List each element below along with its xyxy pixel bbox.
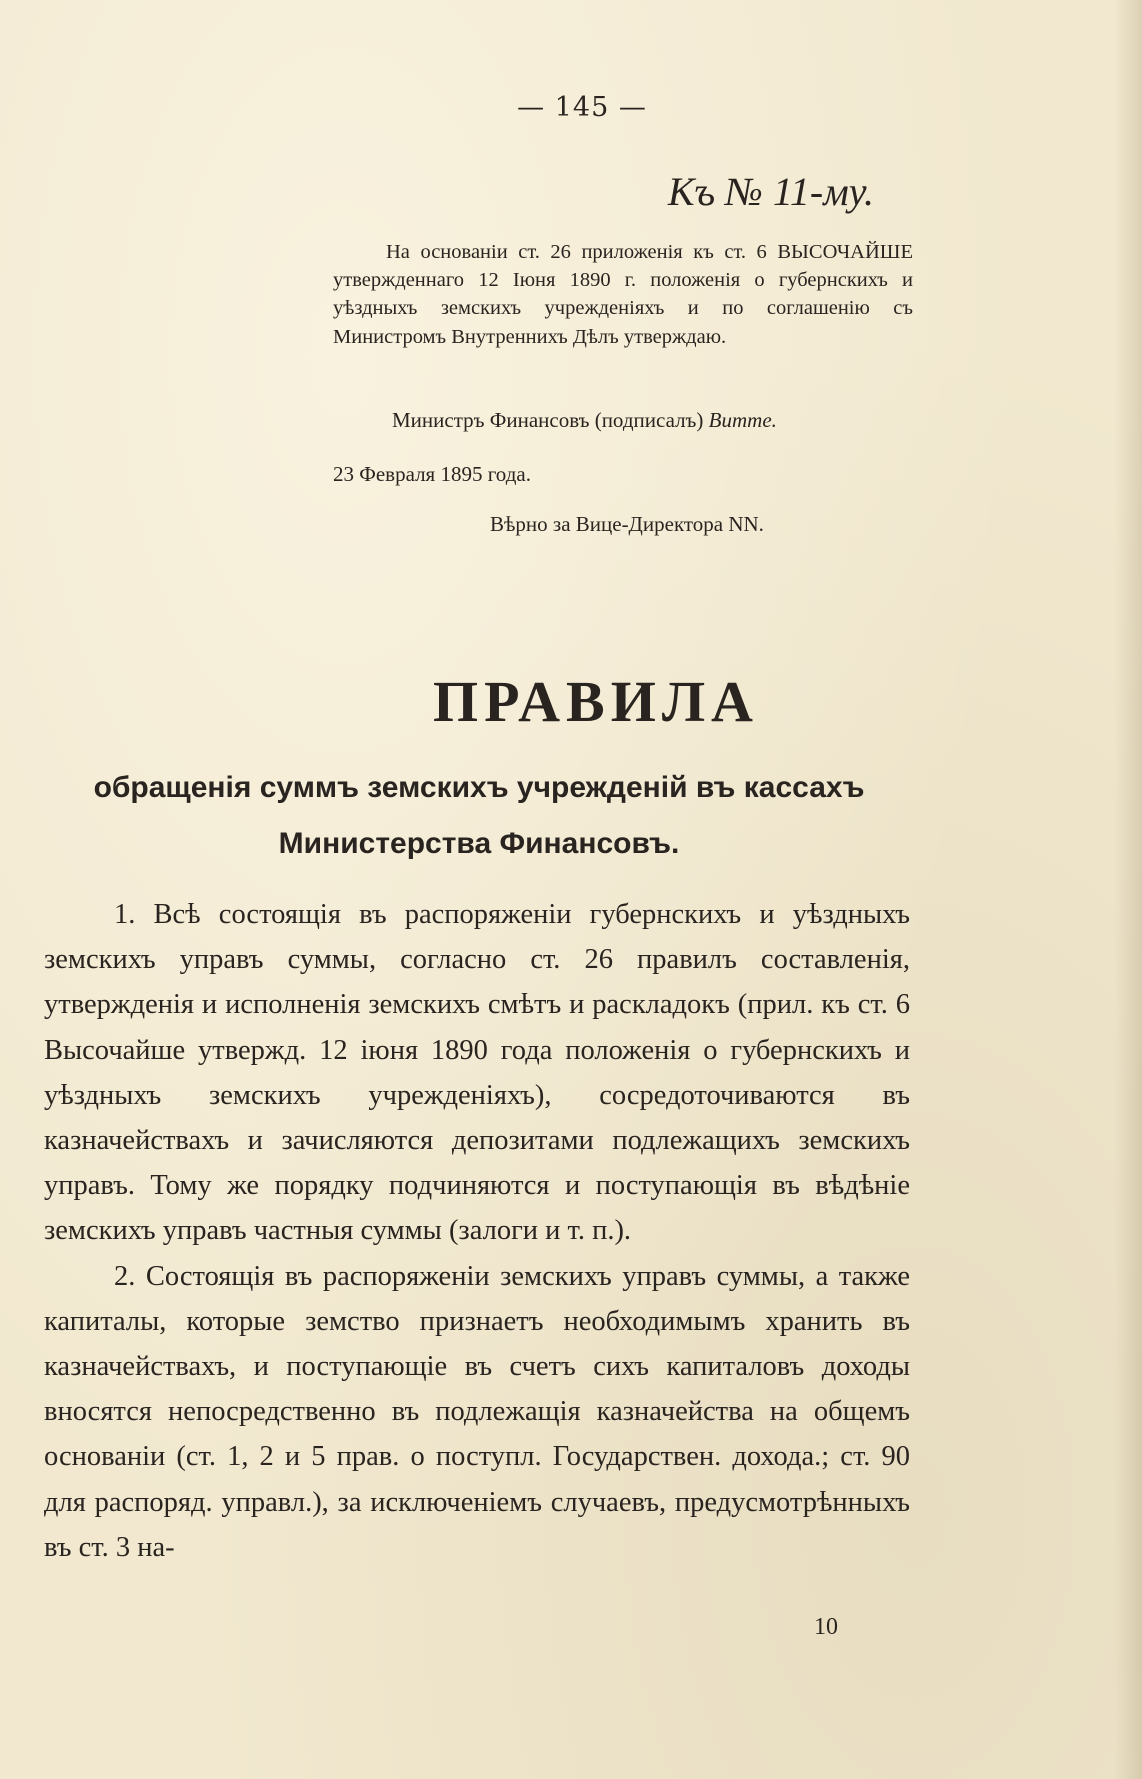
approval-date: 23 Февраля 1895 года. xyxy=(333,462,531,486)
printer-signature-mark: 10 xyxy=(814,1614,838,1640)
page-number: — 145 — xyxy=(517,92,647,123)
approval-text: На основаніи ст. 26 приложенія къ ст. 6 ВЫСОЧАЙШЕ утвержденнаго 12 Іюня 1890 г. положенія о губернскихъ и уѣздныхъ земскихъ учрежденіяхъ и по соглашенію съ Министромъ Внутреннихъ Дѣлъ утверждаю. xyxy=(333,241,913,348)
signature-name: Витте. xyxy=(708,408,777,432)
certification-line: Вѣрно за Вице-Директора NN. xyxy=(490,512,764,536)
rules-body xyxy=(44,892,910,1570)
rule-paragraph-1: 1. Всѣ состоящія въ распоряженіи губернскихъ и уѣздныхъ земскихъ управъ суммы, согласно ст. 26 правилъ составленія, утвержденія и исполненія земскихъ смѣтъ и раскладокъ (прил. къ ст. 6 Высочайше утвержд. 12 іюня 1890 года положенія о губернскихъ и уѣздныхъ земскихъ учрежденіяхъ), сосредоточиваются въ казначействахъ и зачисляются депозитами подлежащихъ земскихъ управъ. Тому же порядку подчиняются и поступающія въ вѣдѣніе земскихъ управъ частныя суммы (залоги и т. п.). xyxy=(44,899,910,1247)
document-subtitle: обращенія суммъ земскихъ учрежденій въ кассахъ Министерства Финансовъ. xyxy=(93,771,865,860)
rule-paragraph-2: 2. Состоящія въ распоряженіи земскихъ управъ суммы, а также капиталы, которые земство признаетъ необходимымъ хранить въ казначействахъ, и поступающіе въ счетъ сихъ капиталовъ доходы вносятся непосредственно въ подлежащія казначейства на общемъ основаніи (ст. 1, 2 и 5 прав. о поступл. Государствен. дохода.; ст. 90 для распоряд. управл.), за исключеніемъ случаевъ, предусмотрѣнныхъ въ ст. 3 на- xyxy=(44,1260,910,1563)
page-edge-shadow xyxy=(1114,0,1142,1779)
signature-prefix: Министръ Финансовъ (подписалъ) xyxy=(392,408,704,432)
attachment-reference: Къ № 11-му. xyxy=(667,169,874,214)
document-title: ПРАВИЛА xyxy=(433,669,759,734)
minister-signature xyxy=(392,408,777,433)
